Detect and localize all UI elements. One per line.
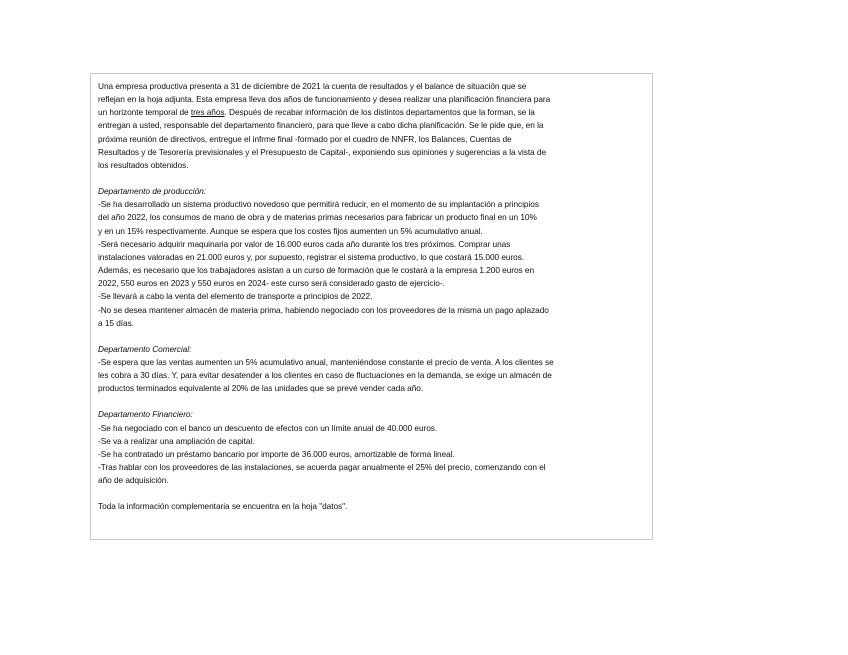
intro-line: reflejan en la hoja adjunta. Esta empresa lleva dos años de funcionamiento y desea realizar una planificación financiera para [98,94,551,105]
document-text-box [90,73,653,540]
paragraph-gap [98,487,646,500]
footer-note: Toda la información complementaria se encuentra en la hoja "datos". [98,501,348,512]
section-heading: Departamento Comercial: [98,343,192,354]
section-line: -Se ha negociado con el banco un descuento de efectos con un límite anual de 40.000 euros. [98,422,438,433]
intro-text: . Después de recabar información de los distintos departamentos que la forman, se la [224,107,535,118]
paragraph-gap [98,172,646,185]
paragraph-gap [98,395,646,408]
financiero-section [98,408,646,487]
section-line: instalaciones valoradas en 21.000 euros y, por supuesto, registrar el sistema productivo, lo que costará 15.000 euros. [98,251,525,262]
section-line: productos terminados equivalente al 20% de las unidades que se prevé vender cada año. [98,383,424,394]
section-line: -Se ha contratado un préstamo bancario por importe de 36.000 euros, amortizable de forma lineal. [98,448,455,459]
intro-line: próxima reunión de directivos, entregue el infrme final -formado por el cuadro de NNFR, los Balances, Cuentas de [98,133,512,144]
intro-line: los resultados obtenidos. [98,159,189,170]
section-line: les cobra a 30 días. Y, para evitar desatender a los clientes en caso de fluctuaciones en la demanda, se exige un almacén de [98,370,552,381]
section-line: -Se va a realizar una ampliación de capital. [98,435,255,446]
intro-paragraph [98,80,646,172]
underlined-term: tres años [190,107,225,118]
section-line: año de adquisición. [98,475,169,486]
produccion-section [98,185,646,330]
section-line: -Se espera que las ventas aumenten un 5% acumulativo anual, manteniéndose constante el precio de venta. A los clientes se [98,356,554,367]
intro-text: un horizonte temporal de [98,107,191,118]
section-line: -Tras hablar con los proveedores de las instalaciones, se acuerda pagar anualmente el 25% del precio, comenzando con el [98,462,546,473]
intro-line [98,106,646,119]
section-line: -Se ha desarrollado un sistema productivo novedoso que permitirá reducir, en el momento de su implantación a principios [98,199,539,210]
section-line: a 15 días. [98,317,134,328]
intro-line: entregan a usted, responsable del departamento financiero, para que lleve a cabo dicha planificación. Se le pide que, en la [98,120,544,131]
section-line: -Se llevará a cabo la venta del elemento de transporte a principios de 2022. [98,291,373,302]
section-line: del año 2022, los consumos de mano de obra y de materias primas necesarios para fabricar un producto final en un 10% [98,212,537,223]
intro-line: Una empresa productiva presenta a 31 de diciembre de 2021 la cuenta de resultados y el balance de situación que se [98,81,527,91]
section-line: y en un 15% respectivamente. Aunque se espera que los costes fijos aumenten un 5% acumulativo anual. [98,225,483,236]
section-heading: Departamento de producción: [98,186,206,197]
section-heading: Departamento Financiero: [98,409,193,420]
section-line: -Será necesario adquirir maquinaria por valor de 16.000 euros cada año durante los tres próximos. Comprar unas [98,238,511,249]
section-line: -No se desea mantener almacén de materia prima, habiendo negociado con los proveedores de la misma un pago aplazado [98,304,549,315]
intro-line: Resultados y de Tesorería previsionales y el Presupuesto de Capital-, exponiendo sus opiniones y sugerencias a la vista de [98,146,547,157]
section-line: Además, es necesario que los trabajadores asistan a un curso de formación que le costará a la empresa 1.200 euros en [98,265,535,276]
comercial-section [98,343,646,396]
paragraph-gap [98,330,646,343]
section-line: 2022, 550 euros en 2023 y 550 euros en 2024- este curso será considerado gasto de ejercicio-. [98,278,445,289]
